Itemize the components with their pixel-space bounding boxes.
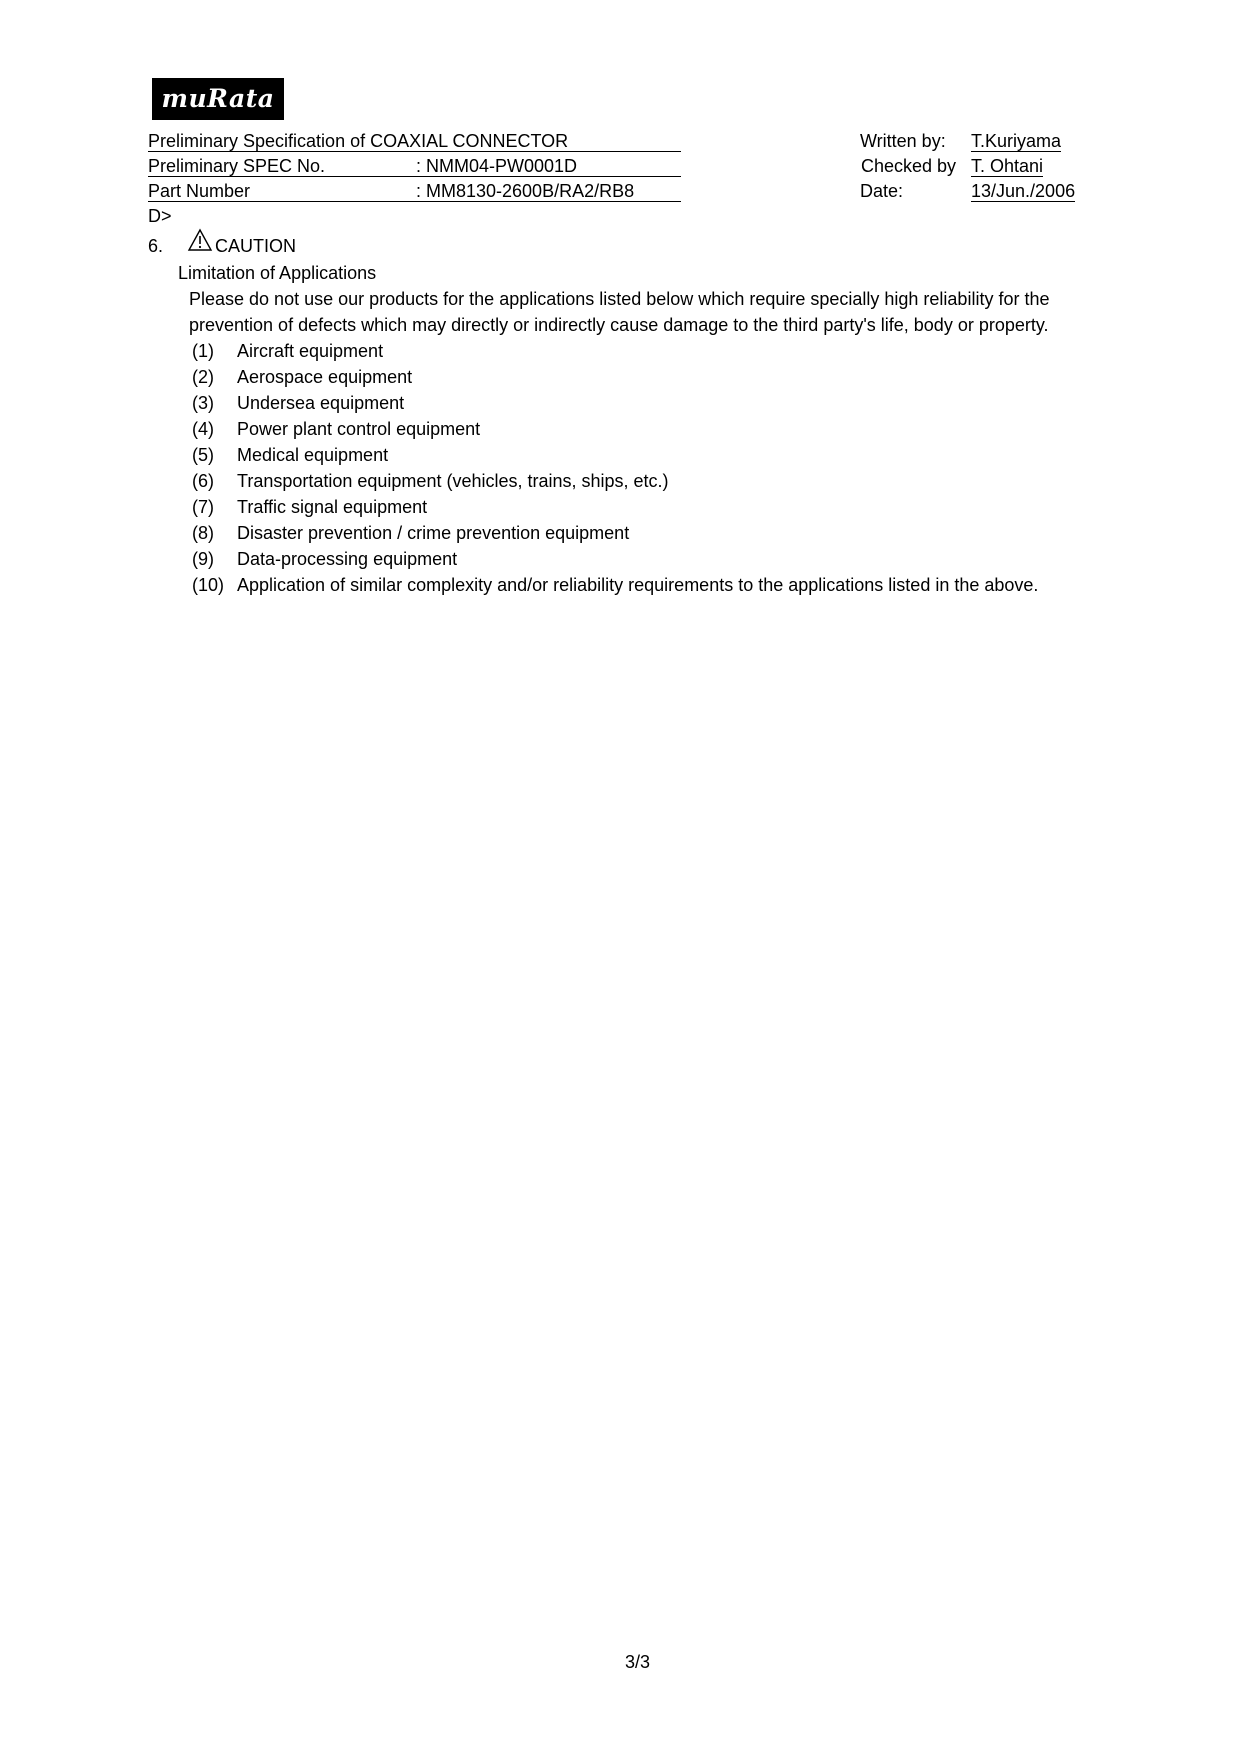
list-item-number: (6) [192,471,214,491]
section-subtitle: Limitation of Applications [178,263,377,283]
intro-paragraph-line: Please do not use our products for the applications listed below which require specially high reliability for the [189,289,1050,309]
date-value: 13/Jun./2006 [971,181,1076,201]
header-rule [148,151,681,152]
page-number: 3/3 [624,1652,651,1672]
spec-no-label: Preliminary SPEC No. [148,156,326,176]
list-item: Application of similar complexity and/or reliability requirements to the applications listed in the above. [237,575,1039,595]
written-by-value: T.Kuriyama [971,131,1062,151]
date-label: Date: [860,181,904,201]
list-item: Transportation equipment (vehicles, trains, ships, etc.) [237,471,669,491]
list-item: Data-processing equipment [237,549,458,569]
part-number-label: Part Number [148,181,251,201]
list-item-number: (9) [192,549,214,569]
caution-triangle-icon [187,228,213,252]
list-item: Undersea equipment [237,393,405,413]
list-item-number: (7) [192,497,214,517]
checked-by-label: Checked by [861,156,957,176]
murata-logo: muRata [152,78,284,120]
header-rule [148,176,681,177]
document-title: Preliminary Specification of COAXIAL CONNECTOR [148,131,569,151]
revision-marker: D> [148,206,172,226]
part-number-value: : MM8130-2600B/RA2/RB8 [416,181,635,201]
intro-paragraph-line: prevention of defects which may directly or indirectly cause damage to the third party's life, body or property. [189,315,1049,335]
list-item: Power plant control equipment [237,419,481,439]
spec-no-value: : NMM04-PW0001D [416,156,578,176]
list-item: Aircraft equipment [237,341,384,361]
written-by-label: Written by: [860,131,946,151]
checked-by-value: T. Ohtani [971,156,1044,176]
header-rule [148,201,681,202]
list-item-number: (3) [192,393,214,413]
section-number: 6. [148,236,164,256]
list-item: Aerospace equipment [237,367,413,387]
list-item-number: (1) [192,341,214,361]
list-item-number: (4) [192,419,214,439]
section-title: CAUTION [215,236,296,256]
list-item-number: (8) [192,523,214,543]
list-item: Traffic signal equipment [237,497,428,517]
list-item-number: (10) [192,575,225,595]
list-item: Medical equipment [237,445,389,465]
list-item-number: (2) [192,367,214,387]
list-item: Disaster prevention / crime prevention equipment [237,523,630,543]
list-item-number: (5) [192,445,214,465]
